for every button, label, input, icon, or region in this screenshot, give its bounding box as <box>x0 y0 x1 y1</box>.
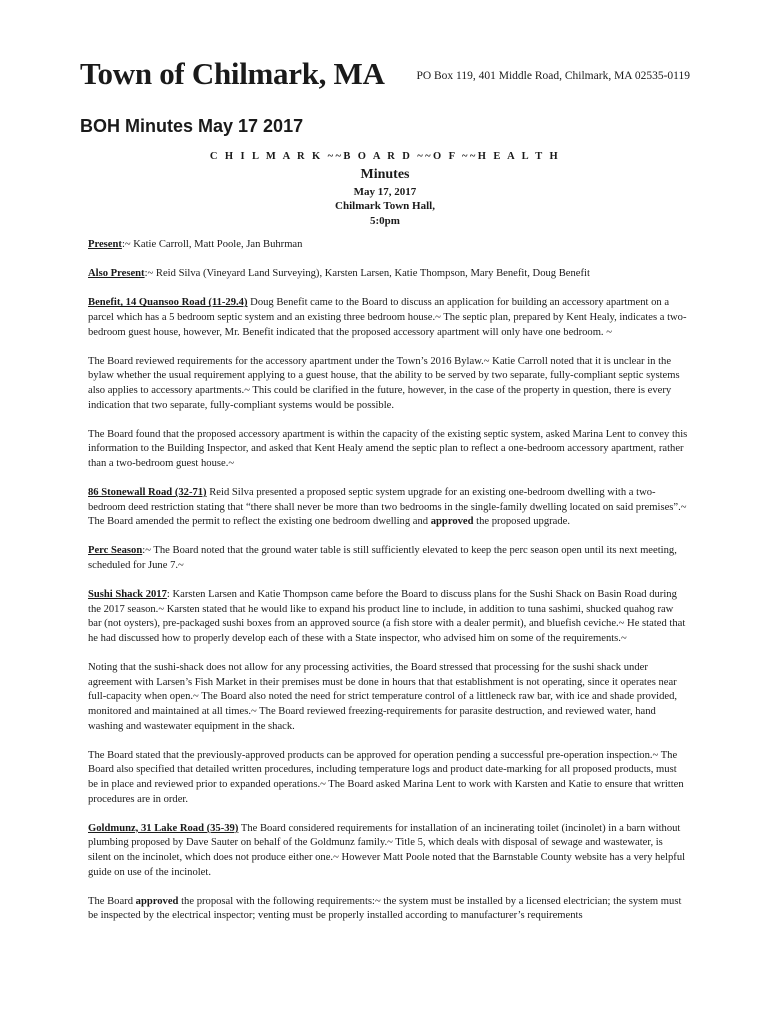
stonewall-text-1: Reid Silva presented a proposed septic system upgrade for an existing one-bedroom dwelling with a two-bedroom deed restriction stating that “there shall never be more than two bedrooms in the single-family dwelling located on said premises”.~ The Board amended the permit to reflect the existing one bedroom dwelling and <box>88 487 687 528</box>
sushi-paragraph-1 <box>88 588 688 646</box>
stonewall-label: 86 Stonewall Road (32-71) <box>88 487 207 499</box>
goldmunz-label: Goldmunz, 31 Lake Road (35-39) <box>88 822 239 834</box>
benefit-paragraph-2: The Board reviewed requirements for the accessory apartment under the Town’s 2016 Bylaw.~ Katie Carroll noted that it is unclear in the bylaw whether the usual requirement applying to a guest house, that the ability to be served by two separate, fully-compliant septic systems also applies to accessory apartments.~ This could be clarified in the future, however, in the case of the property in question, there is every indication that two separate, fully-compliant systems would be possible. <box>88 355 680 411</box>
meeting-date: May 17, 2017 <box>353 185 417 198</box>
town-title: Town of Chilmark, MA <box>80 56 385 91</box>
meeting-heading <box>0 150 770 228</box>
benefit-paragraph-1 <box>88 296 688 340</box>
minutes-body <box>88 238 688 939</box>
benefit-text-1: Doug Benefit came to the Board to discuss an application for building an accessory apartment on a parcel which has a 5 bedroom septic system and an existing three bedroom house.~ The septic plan, prepared by Kent Healy, indicates a two-bedroom guest house, however, Mr. Benefit indicated that the proposed accessory apartment will only have one bedroom. ~ <box>88 297 687 338</box>
benefit-paragraph-3: The Board found that the proposed accessory apartment is within the capacity of the existing septic system, asked Marina Lent to convey this information to the Building Inspector, and asked that Kent Healy amend the septic plan to reflect a one-bedroom accessory apartment, rather than a two-bedroom guest house.~ <box>88 428 688 469</box>
present-paragraph <box>88 238 688 253</box>
stonewall-paragraph <box>88 486 688 530</box>
goldmunz-text-2-pre: The Board <box>88 895 136 907</box>
meeting-time: 5:0pm <box>370 214 400 227</box>
benefit-label: Benefit, 14 Quansoo Road (11-29.4) <box>88 297 248 309</box>
goldmunz-text-1: The Board considered requirements for installation of an incinerating toilet (incinolet) in a barn without plumbing proposed by Dave Sauter on behalf of the Goldmunz family.~ Title 5, which deals with disposal of sewage and wastewater, is silent on the incinolet, which does not produce either one.~ However Matt Poole noted that the Barnstable County website has a very helpful guide on use of the incinolet. <box>88 822 686 878</box>
also-present-text: :~ Reid Silva (Vineyard Land Surveying), Karsten Larsen, Katie Thompson, Mary Benefit, Doug Benefit <box>144 268 590 280</box>
letterhead <box>80 56 700 100</box>
goldmunz-paragraph-2 <box>88 895 688 924</box>
sushi-text-1: : Karsten Larsen and Katie Thompson came before the Board to discuss plans for the Sushi Shack on Basin Road during the 2017 season.~ Karsten stated that he would like to expand his product line to include, in addition to tuna sashimi, shucked quahog raw bar (not oysters), pre-packaged sushi boxes from an approved source (a fish store with a dealer permit), and bluefish ceviche.~ He stated that he had discussed how to properly develop each of these with a State inspector, who advised him on some of the requirements.~ <box>88 589 686 645</box>
also-present-label: Also Present <box>88 268 145 280</box>
also-present-paragraph <box>88 267 688 282</box>
present-text: :~ Katie Carroll, Matt Poole, Jan Buhrman <box>121 239 303 250</box>
perc-label: Perc Season <box>88 545 143 557</box>
perc-text: :~ The Board noted that the ground water table is still sufficiently elevated to keep the perc season open until its next meeting, scheduled for June 7.~ <box>88 545 677 572</box>
stonewall-approved: approved <box>430 516 474 528</box>
document-title: BOH Minutes May 17 2017 <box>80 116 304 136</box>
present-label: Present <box>88 239 122 250</box>
stonewall-text-2: the proposed upgrade. <box>473 516 571 528</box>
meeting-location: Chilmark Town Hall, <box>335 200 435 212</box>
minutes-label: Minutes <box>360 166 410 182</box>
sushi-paragraph-3: The Board stated that the previously-approved products can be approved for operation pending a successful pre-operation inspection.~ The Board also specified that detailed written procedures, including temperature logs and product date-marking for all proposed products, must be in place and reviewed prior to expanded operations.~ The Board asked Marina Lent to work with Karsten and Katie to ensure that written procedures are in order. <box>88 749 684 805</box>
perc-paragraph <box>88 544 688 573</box>
town-address: PO Box 119, 401 Middle Road, Chilmark, MA 02535-0119 <box>416 70 690 82</box>
sushi-paragraph-2: Noting that the sushi-shack does not allow for any processing activities, the Board stressed that processing for the sushi shack under agreement with Larsen’s Fish Market in their premises must be done in hours that that establishment is not operating, since it operates near full-capacity when open.~ The Board also noted the need for strict temperature control of a littleneck raw bar, with ice and shade provided, monitored and maintained at all times.~ The Board reviewed freezing-requirements for parasite destruction, and reviewed water, hand washing and wastewater equipment in the shack. <box>88 662 678 732</box>
goldmunz-text-2-post: the proposal with the following requirements:~ the system must be installed by a licensed electrician; the system must be inspected by the electrical inspector; venting must be properly installed according to manufacturer’s requirements <box>88 895 682 922</box>
goldmunz-approved: approved <box>135 895 179 907</box>
sushi-label: Sushi Shack 2017 <box>88 589 167 601</box>
board-name: C H I L M A R K ~~B O A R D ~~O F ~~H E A L T H <box>209 151 561 162</box>
goldmunz-paragraph-1 <box>88 822 688 880</box>
